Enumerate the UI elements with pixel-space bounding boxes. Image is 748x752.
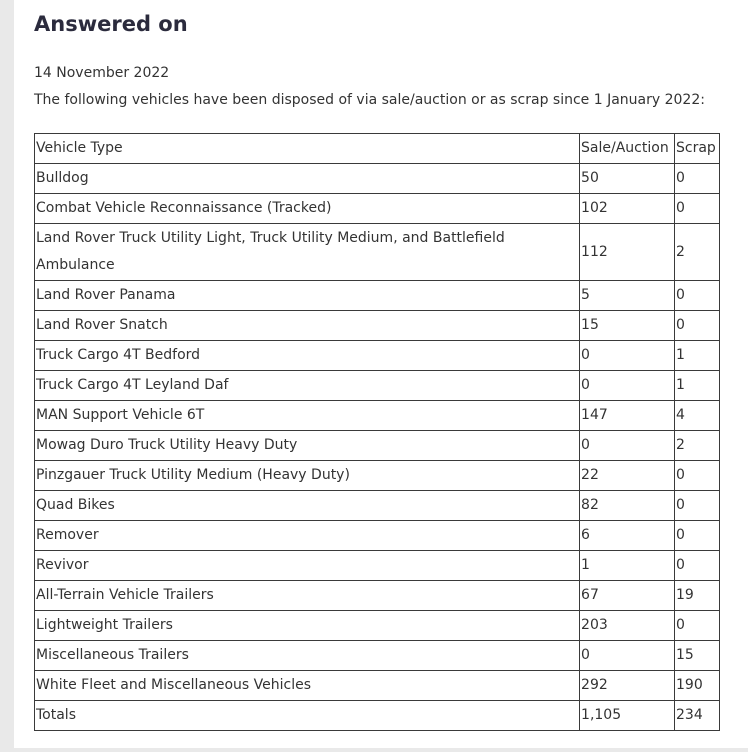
header-vehicle-type: Vehicle Type [35, 134, 580, 164]
answered-on-heading: Answered on [34, 12, 188, 36]
sale-auction-cell: 112 [580, 224, 675, 281]
sale-auction-cell: 0 [580, 371, 675, 401]
table-row [35, 194, 720, 224]
table-row [35, 551, 720, 581]
sale-auction-cell: 102 [580, 194, 675, 224]
vehicle-type-cell: White Fleet and Miscellaneous Vehicles [35, 671, 580, 701]
totals-sale-auction-cell: 1,105 [580, 701, 675, 731]
vehicle-type-cell: Quad Bikes [35, 491, 580, 521]
scrap-cell: 0 [675, 491, 720, 521]
sale-auction-cell: 0 [580, 641, 675, 671]
sale-auction-cell: 82 [580, 491, 675, 521]
vehicle-type-cell: Revivor [35, 551, 580, 581]
sale-auction-cell: 22 [580, 461, 675, 491]
totals-row [35, 701, 720, 731]
vehicle-type-cell: Combat Vehicle Reconnaissance (Tracked) [35, 194, 580, 224]
vehicle-type-cell: Land Rover Snatch [35, 311, 580, 341]
table-row [35, 611, 720, 641]
sale-auction-cell: 5 [580, 281, 675, 311]
sale-auction-cell: 15 [580, 311, 675, 341]
table-row [35, 431, 720, 461]
table-row [35, 341, 720, 371]
table-header-row [35, 134, 720, 164]
sale-auction-cell: 0 [580, 341, 675, 371]
scrap-cell: 19 [675, 581, 720, 611]
scrap-cell: 0 [675, 281, 720, 311]
answer-date: 14 November 2022 [34, 65, 170, 81]
scrap-cell: 0 [675, 311, 720, 341]
table-row [35, 311, 720, 341]
scrap-cell: 0 [675, 461, 720, 491]
vehicle-type-cell: Land Rover Truck Utility Light, Truck Utility Medium, and Battlefield Ambulance [35, 224, 580, 281]
header-sale-auction: Sale/Auction [580, 134, 675, 164]
scrap-cell: 190 [675, 671, 720, 701]
answer-card [14, 0, 748, 752]
vehicle-type-cell: Land Rover Panama [35, 281, 580, 311]
scrap-cell: 0 [675, 551, 720, 581]
scrap-cell: 1 [675, 341, 720, 371]
vehicle-type-cell: Lightweight Trailers [35, 611, 580, 641]
sale-auction-cell: 50 [580, 164, 675, 194]
scrap-cell: 15 [675, 641, 720, 671]
sale-auction-cell: 67 [580, 581, 675, 611]
vehicle-type-cell: Truck Cargo 4T Leyland Daf [35, 371, 580, 401]
sale-auction-cell: 0 [580, 431, 675, 461]
vehicle-type-cell: All-Terrain Vehicle Trailers [35, 581, 580, 611]
header-scrap: Scrap [675, 134, 720, 164]
scrap-cell: 0 [675, 194, 720, 224]
table-row [35, 371, 720, 401]
table-row [35, 521, 720, 551]
table-row [35, 164, 720, 194]
scrap-cell: 0 [675, 611, 720, 641]
vehicle-type-cell: Mowag Duro Truck Utility Heavy Duty [35, 431, 580, 461]
totals-label-cell: Totals [35, 701, 580, 731]
scrap-cell: 0 [675, 521, 720, 551]
vehicle-type-cell: Pinzgauer Truck Utility Medium (Heavy Duty) [35, 461, 580, 491]
scrap-cell: 2 [675, 431, 720, 461]
scrap-cell: 1 [675, 371, 720, 401]
vehicle-type-cell: MAN Support Vehicle 6T [35, 401, 580, 431]
table-row [35, 461, 720, 491]
sale-auction-cell: 147 [580, 401, 675, 431]
sale-auction-cell: 6 [580, 521, 675, 551]
table-row [35, 401, 720, 431]
scrap-cell: 2 [675, 224, 720, 281]
scrap-cell: 4 [675, 401, 720, 431]
table-row [35, 671, 720, 701]
vehicle-type-cell: Truck Cargo 4T Bedford [35, 341, 580, 371]
sale-auction-cell: 1 [580, 551, 675, 581]
table-row [35, 281, 720, 311]
sale-auction-cell: 292 [580, 671, 675, 701]
table-row [35, 224, 720, 281]
table-row [35, 491, 720, 521]
vehicle-type-cell: Remover [35, 521, 580, 551]
vehicle-disposals-table [34, 133, 720, 731]
vehicle-type-cell: Bulldog [35, 164, 580, 194]
sale-auction-cell: 203 [580, 611, 675, 641]
vehicle-type-cell: Miscellaneous Trailers [35, 641, 580, 671]
scrap-cell: 0 [675, 164, 720, 194]
table-row [35, 641, 720, 671]
totals-scrap-cell: 234 [675, 701, 720, 731]
page-bottom-divider [14, 748, 748, 752]
answer-intro: The following vehicles have been disposed of via sale/auction or as scrap since 1 January 2022: [34, 92, 705, 108]
table-row [35, 581, 720, 611]
